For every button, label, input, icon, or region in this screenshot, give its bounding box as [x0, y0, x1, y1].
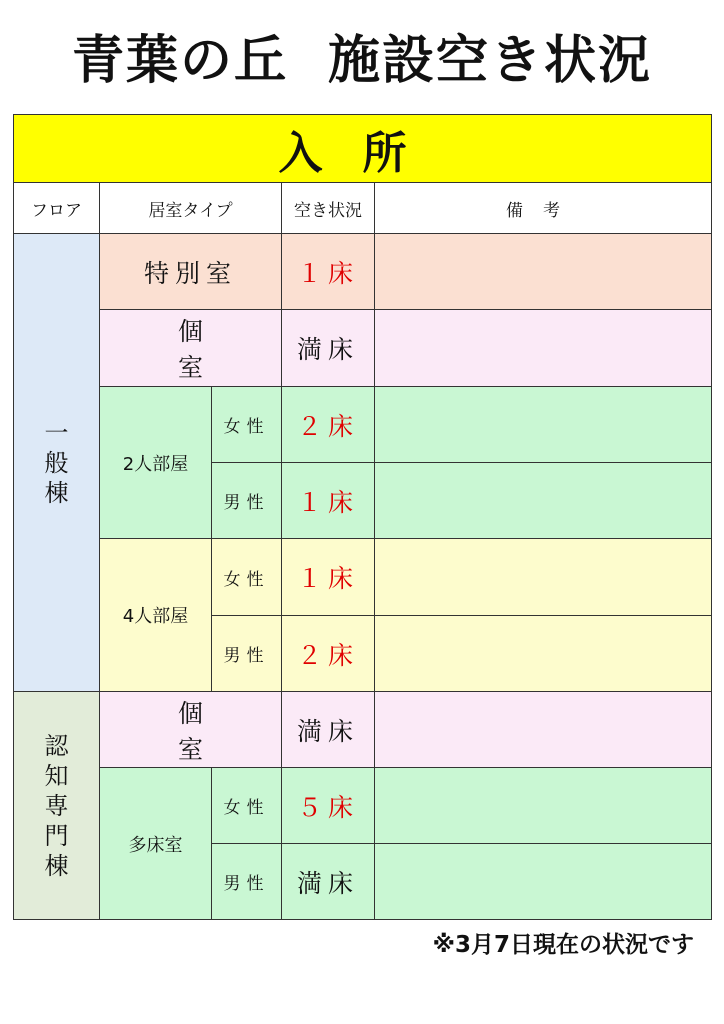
gender-female: 女性	[212, 768, 282, 844]
table-row	[14, 310, 712, 387]
remarks-cell	[375, 539, 712, 616]
remarks-cell	[375, 844, 712, 920]
gender-male: 男性	[212, 463, 282, 539]
admission-banner: 入所	[14, 115, 712, 183]
page-title	[0, 28, 724, 94]
gender-female: 女性	[212, 539, 282, 616]
availability-private-general: 満床	[282, 310, 375, 387]
banner-row	[14, 115, 712, 183]
remarks-cell	[375, 387, 712, 463]
header-row	[14, 183, 712, 234]
remarks-cell	[375, 616, 712, 692]
floor-dementia	[14, 692, 100, 920]
availability-four-male: ２床	[282, 616, 375, 692]
table-row	[14, 539, 712, 616]
remarks-cell	[375, 463, 712, 539]
table-row	[14, 768, 712, 844]
header-availability: 空き状況	[282, 183, 375, 234]
title-status: 施設空き状況	[328, 31, 653, 91]
availability-four-female: １床	[282, 539, 375, 616]
room-four-person: 4人部屋	[100, 539, 212, 692]
room-two-person: 2人部屋	[100, 387, 212, 539]
remarks-cell	[375, 234, 712, 310]
remarks-cell	[375, 768, 712, 844]
header-remarks: 備考	[375, 183, 712, 234]
table-row	[14, 234, 712, 310]
remarks-cell	[375, 692, 712, 768]
gender-male: 男性	[212, 616, 282, 692]
availability-two-female: ２床	[282, 387, 375, 463]
table-row	[14, 387, 712, 463]
floor-general	[14, 234, 100, 692]
header-room-type: 居室タイプ	[100, 183, 282, 234]
availability-two-male: １床	[282, 463, 375, 539]
availability-special: １床	[282, 234, 375, 310]
room-multi-bed: 多床室	[100, 768, 212, 920]
availability-multi-male: 満床	[282, 844, 375, 920]
gender-female: 女性	[212, 387, 282, 463]
gender-male: 男性	[212, 844, 282, 920]
table-row	[14, 692, 712, 768]
footnote: ※3月7日現在の状況です	[432, 932, 694, 958]
room-special: 特別室	[100, 234, 282, 310]
room-private-dementia: 個室	[100, 692, 282, 768]
availability-private-dementia: 満床	[282, 692, 375, 768]
header-floor: フロア	[14, 183, 100, 234]
floor-general-label: 一般棟	[44, 418, 69, 507]
availability-multi-female: ５床	[282, 768, 375, 844]
remarks-cell	[375, 310, 712, 387]
title-facility-name: 青葉の丘	[71, 31, 288, 91]
availability-table	[13, 114, 712, 920]
floor-dementia-label: 認知専門棟	[44, 731, 69, 880]
room-private-general: 個室	[100, 310, 282, 387]
